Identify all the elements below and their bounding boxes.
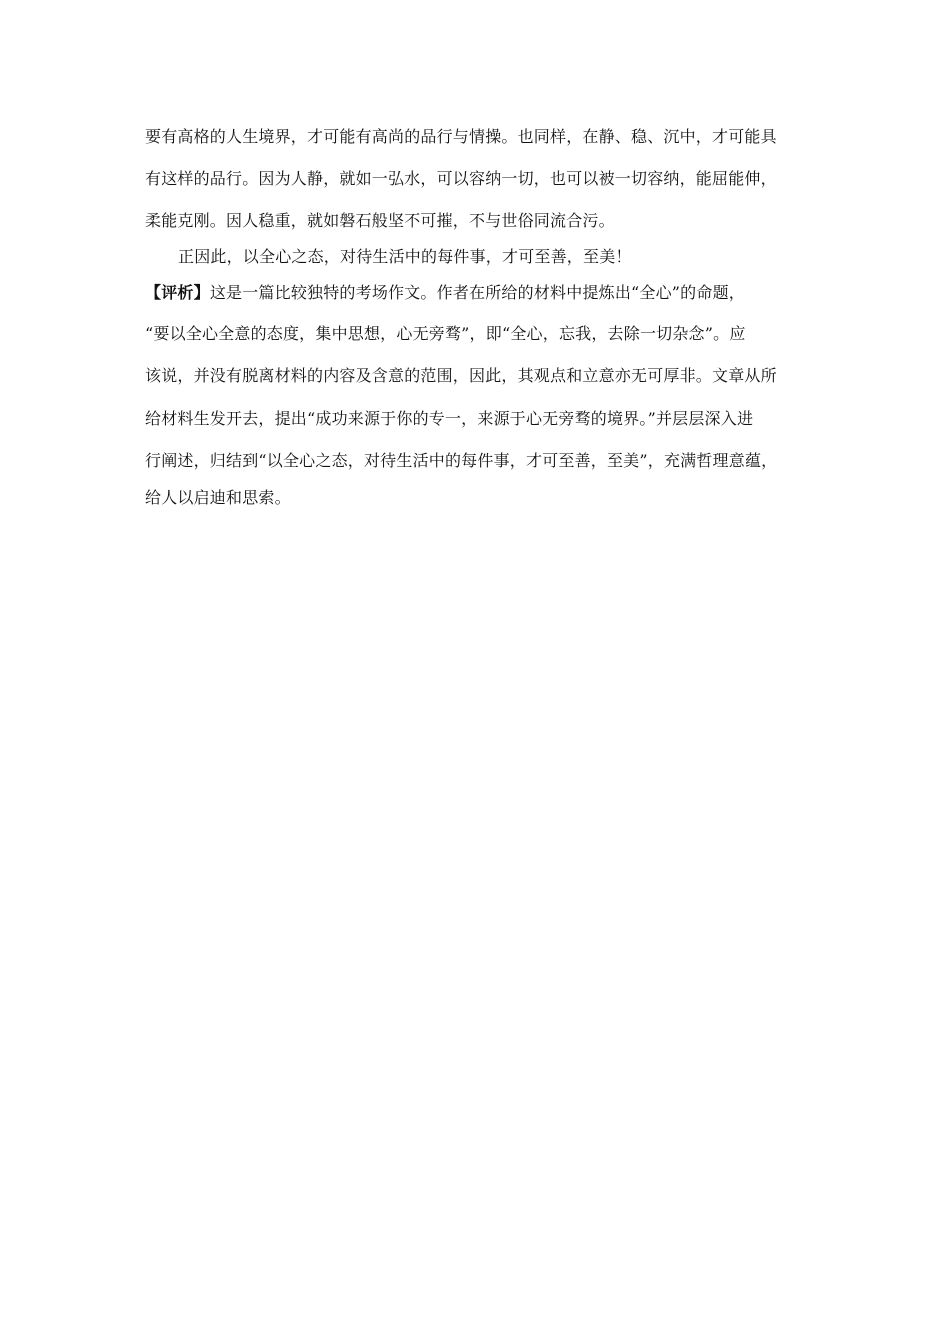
- comment-text-1: 这是一篇比较独特的考场作文。作者在所给的材料中提炼出“全心”的命题，: [209, 283, 745, 302]
- comment-line-2: “要以全心全意的态度，集中思想，心无旁骛”，即“全心，忘我，去除一切杂念”。应: [145, 324, 746, 343]
- comment-line-5: 行阐述，归结到“以全心之态，对待生活中的每件事，才可至善，至美”，充满哲理意蕴，: [145, 451, 778, 470]
- comment-line-1: [145, 283, 745, 303]
- essay-paragraph-1-line-2: 有这样的品行。因为人静，就如一弘水，可以容纳一切，也可以被一切容纳，能屈能伸，: [145, 169, 777, 188]
- comment-line-3: 该说，并没有脱离材料的内容及含意的范围，因此，其观点和立意亦无可厚非。文章从所: [145, 366, 777, 385]
- essay-paragraph-2: 正因此，以全心之态，对待生活中的每件事，才可至善，至美！: [178, 247, 632, 266]
- essay-paragraph-1-line-1: 要有高格的人生境界，才可能有高尚的品行与情操。也同样，在静、稳、沉中，才可能具: [145, 127, 777, 146]
- comment-line-4: 给材料生发开去，提出“成功来源于你的专一，来源于心无旁骛的境界。”并层层深入进: [145, 409, 754, 428]
- comment-line-6: 给人以启迪和思索。: [145, 488, 291, 507]
- comment-label: 【评析】: [145, 283, 210, 302]
- essay-paragraph-1-line-3: 柔能克刚。因人稳重，就如磐石般坚不可摧，不与世俗同流合污。: [145, 211, 615, 230]
